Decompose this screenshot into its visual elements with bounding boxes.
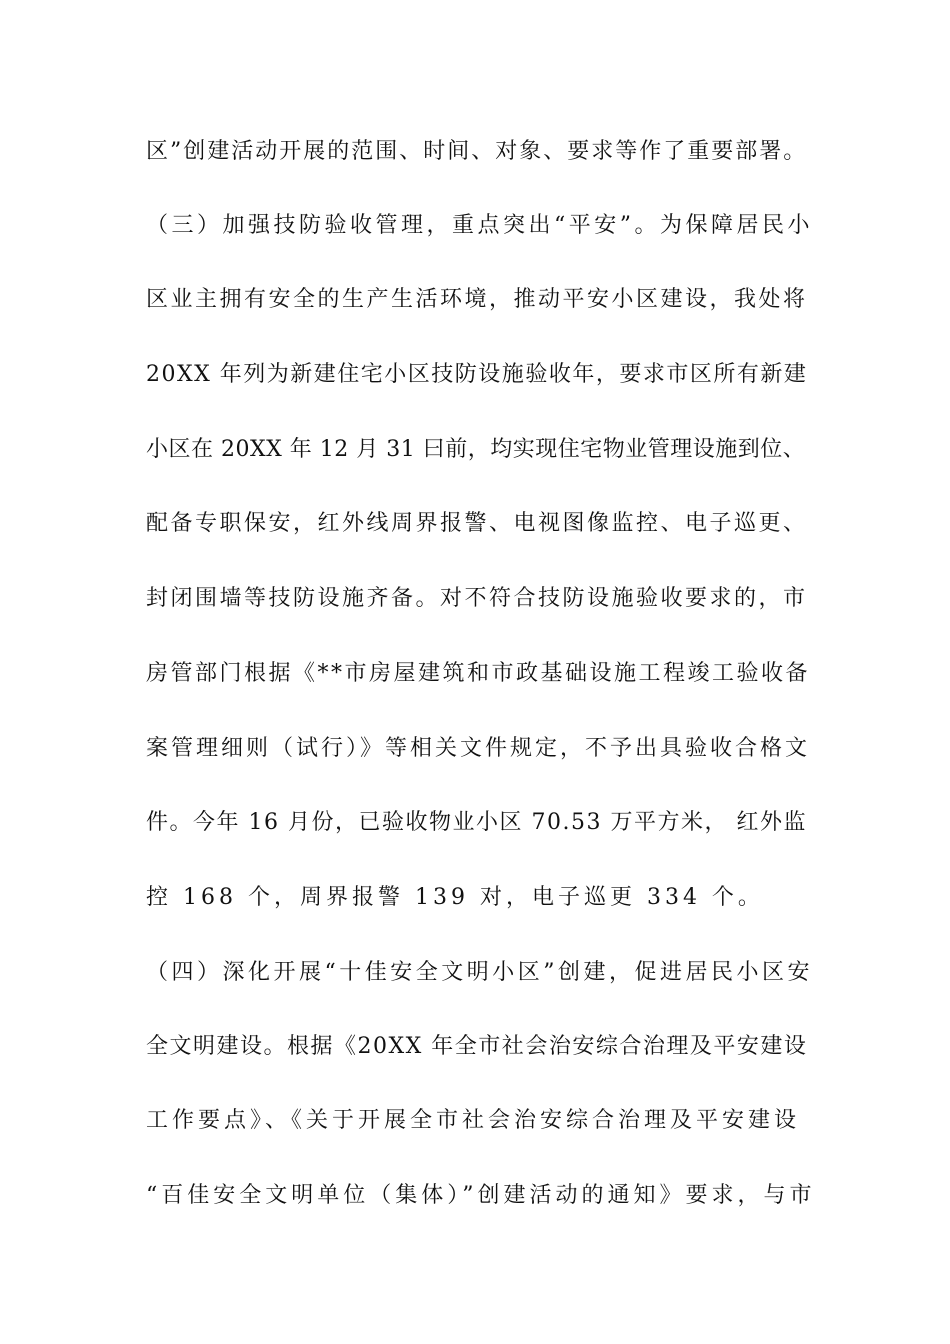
section-heading-line: （四）深化开展“十佳安全文明小区”创建，促进居民小区安 [146,960,813,985]
text-line: 件。今年 16 月份，已验收物业小区 70.53 万平方米， 红外监 [146,810,807,835]
text-line: 全文明建设。根据《20XX 年全市社会治安综合治理及平安建设 [146,1034,808,1059]
text-line: 房管部门根据《**市房屋建筑和市政基础设施工程竣工验收备 [146,661,811,686]
text-line: 配备专职保安，红外线周界报警、电视图像监控、电子巡更、 [146,511,808,536]
text-line: 工作要点》、《关于开展全市社会治安综合治理及平安建设 [146,1108,801,1133]
section-heading-line: （三）加强技防验收管理，重点突出“平安”。为保障居民小 [146,213,813,238]
text-line: 20XX 年列为新建住宅小区技防设施验收年，要求市区所有新建 [146,362,808,387]
text-line: 区”创建活动开展的范围、时间、对象、要求等作了重要部署。 [146,139,808,164]
text-line: “百佳安全文明单位（集体）”创建活动的通知》要求，与市 [146,1183,816,1208]
text-line: 小区在 20XX 年 12 月 31 曰前，均实现住宅物业管理设施到位、 [146,437,806,462]
text-line: 封闭围墙等技防设施齐备。对不符合技防设施验收要求的，市 [146,586,808,611]
text-line: 控 168 个，周界报警 139 对，电子巡更 334 个。 [146,885,764,910]
text-line: 区业主拥有安全的生产生活环境，推动平安小区建设，我处将 [146,287,808,312]
text-line: 案管理细则（试行）》等相关文件规定，不予出具验收合格文 [146,736,811,761]
